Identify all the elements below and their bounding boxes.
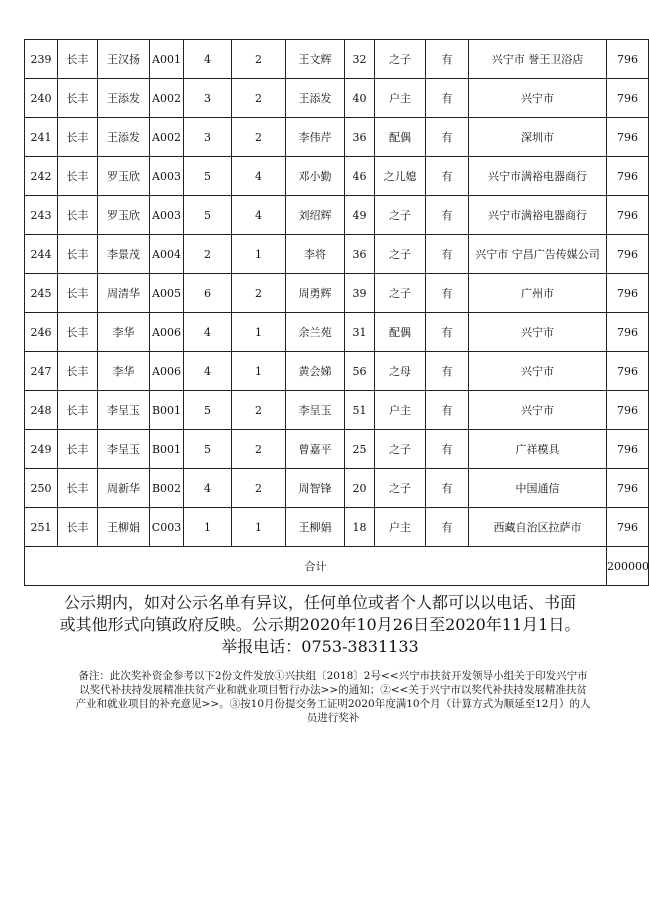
cell-code: A003 — [150, 196, 184, 235]
cell-amount: 796 — [607, 40, 649, 79]
cell-labor-count: 2 — [232, 118, 286, 157]
cell-town: 长丰 — [58, 235, 98, 274]
cell-work-unit: 广州市 — [469, 274, 607, 313]
cell-town: 长丰 — [58, 469, 98, 508]
cell-work-unit: 兴宁市 — [469, 391, 607, 430]
table-row — [25, 391, 649, 430]
cell-worker: 李伟芹 — [286, 118, 345, 157]
cell-certificate: 有 — [426, 313, 469, 352]
cell-code: B001 — [150, 430, 184, 469]
cell-code: C003 — [150, 508, 184, 547]
cell-household-size: 5 — [184, 391, 232, 430]
cell-certificate: 有 — [426, 118, 469, 157]
cell-relation: 户主 — [375, 508, 426, 547]
cell-certificate: 有 — [426, 40, 469, 79]
cell-worker: 李将 — [286, 235, 345, 274]
cell-applicant: 李呈玉 — [98, 430, 150, 469]
cell-relation: 之子 — [375, 196, 426, 235]
cell-relation: 户主 — [375, 391, 426, 430]
cell-certificate: 有 — [426, 391, 469, 430]
cell-household-size: 5 — [184, 157, 232, 196]
cell-household-size: 4 — [184, 313, 232, 352]
cell-certificate: 有 — [426, 196, 469, 235]
cell-labor-count: 2 — [232, 469, 286, 508]
cell-relation: 配偶 — [375, 313, 426, 352]
table-row — [25, 235, 649, 274]
cell-age: 56 — [345, 352, 375, 391]
cell-code: A006 — [150, 313, 184, 352]
table-row — [25, 508, 649, 547]
cell-amount: 796 — [607, 352, 649, 391]
cell-no: 249 — [25, 430, 58, 469]
cell-worker: 黄会娣 — [286, 352, 345, 391]
cell-no: 248 — [25, 391, 58, 430]
cell-no: 247 — [25, 352, 58, 391]
cell-worker: 周智锋 — [286, 469, 345, 508]
cell-labor-count: 4 — [232, 157, 286, 196]
cell-code: A006 — [150, 352, 184, 391]
cell-certificate: 有 — [426, 235, 469, 274]
cell-no: 242 — [25, 157, 58, 196]
cell-age: 18 — [345, 508, 375, 547]
cell-work-unit: 兴宁市 — [469, 352, 607, 391]
cell-amount: 796 — [607, 313, 649, 352]
cell-labor-count: 2 — [232, 79, 286, 118]
cell-town: 长丰 — [58, 118, 98, 157]
cell-certificate: 有 — [426, 352, 469, 391]
cell-applicant: 李华 — [98, 313, 150, 352]
cell-town: 长丰 — [58, 196, 98, 235]
cell-amount: 796 — [607, 235, 649, 274]
cell-amount: 796 — [607, 508, 649, 547]
cell-applicant: 李呈玉 — [98, 391, 150, 430]
cell-household-size: 2 — [184, 235, 232, 274]
remarks-line: 备注：此次奖补资金参考以下2份文件发放①兴扶组〔2018〕2号<<兴宁市扶贫开发领导小组关于印发兴宁市 — [78, 670, 588, 682]
cell-code: B002 — [150, 469, 184, 508]
cell-relation: 户主 — [375, 79, 426, 118]
cell-town: 长丰 — [58, 508, 98, 547]
cell-household-size: 4 — [184, 40, 232, 79]
total-amount: 200000 — [607, 547, 649, 586]
public-notice — [22, 592, 618, 658]
cell-worker: 李呈玉 — [286, 391, 345, 430]
cell-town: 长丰 — [58, 352, 98, 391]
cell-town: 长丰 — [58, 40, 98, 79]
cell-certificate: 有 — [426, 79, 469, 118]
cell-worker: 周勇辉 — [286, 274, 345, 313]
cell-applicant: 王添发 — [98, 79, 150, 118]
cell-code: A005 — [150, 274, 184, 313]
cell-code: B001 — [150, 391, 184, 430]
table-row — [25, 313, 649, 352]
cell-worker: 王柳娟 — [286, 508, 345, 547]
cell-labor-count: 4 — [232, 196, 286, 235]
cell-certificate: 有 — [426, 274, 469, 313]
cell-labor-count: 1 — [232, 313, 286, 352]
cell-relation: 之子 — [375, 40, 426, 79]
cell-work-unit: 兴宁市满裕电器商行 — [469, 196, 607, 235]
cell-applicant: 周清华 — [98, 274, 150, 313]
cell-code: A004 — [150, 235, 184, 274]
table-row — [25, 274, 649, 313]
cell-no: 251 — [25, 508, 58, 547]
notice-line: 或其他形式向镇政府反映。公示期2020年10月26日至2020年11月1日。 — [59, 615, 581, 634]
remarks — [56, 669, 610, 725]
cell-applicant: 王汉扬 — [98, 40, 150, 79]
cell-household-size: 6 — [184, 274, 232, 313]
cell-household-size: 1 — [184, 508, 232, 547]
cell-certificate: 有 — [426, 508, 469, 547]
notice-line: 公示期内，如对公示名单有异议，任何单位或者个人都可以以电话、书面 — [63, 593, 576, 612]
cell-work-unit: 兴宁市 — [469, 313, 607, 352]
cell-applicant: 王柳娟 — [98, 508, 150, 547]
cell-town: 长丰 — [58, 79, 98, 118]
cell-labor-count: 1 — [232, 235, 286, 274]
cell-town: 长丰 — [58, 157, 98, 196]
cell-certificate: 有 — [426, 157, 469, 196]
cell-age: 32 — [345, 40, 375, 79]
table-row — [25, 430, 649, 469]
cell-certificate: 有 — [426, 430, 469, 469]
cell-applicant: 罗玉欣 — [98, 157, 150, 196]
cell-worker: 邓小勤 — [286, 157, 345, 196]
cell-worker: 王添发 — [286, 79, 345, 118]
cell-age: 31 — [345, 313, 375, 352]
cell-work-unit: 深圳市 — [469, 118, 607, 157]
cell-applicant: 周新华 — [98, 469, 150, 508]
cell-relation: 之子 — [375, 274, 426, 313]
cell-amount: 796 — [607, 274, 649, 313]
cell-code: A001 — [150, 40, 184, 79]
total-row — [25, 547, 649, 586]
remarks-line: 产业和就业项目的补充意见>>。③按10月份提交务工证明2020年度满10个月（计算方式为顺延至12月）的人 — [75, 698, 591, 710]
cell-no: 244 — [25, 235, 58, 274]
cell-age: 51 — [345, 391, 375, 430]
remarks-line: 员进行奖补 — [306, 712, 360, 724]
table-row — [25, 352, 649, 391]
cell-relation: 之儿媳 — [375, 157, 426, 196]
cell-relation: 之子 — [375, 235, 426, 274]
cell-relation: 之子 — [375, 430, 426, 469]
cell-age: 25 — [345, 430, 375, 469]
cell-no: 240 — [25, 79, 58, 118]
cell-age: 36 — [345, 118, 375, 157]
table-row — [25, 40, 649, 79]
cell-amount: 796 — [607, 196, 649, 235]
cell-applicant: 李景茂 — [98, 235, 150, 274]
cell-work-unit: 兴宁市 誉王卫浴店 — [469, 40, 607, 79]
cell-worker: 刘绍辉 — [286, 196, 345, 235]
cell-age: 36 — [345, 235, 375, 274]
cell-household-size: 3 — [184, 118, 232, 157]
cell-household-size: 4 — [184, 469, 232, 508]
cell-no: 245 — [25, 274, 58, 313]
cell-no: 241 — [25, 118, 58, 157]
cell-age: 40 — [345, 79, 375, 118]
cell-no: 239 — [25, 40, 58, 79]
cell-relation: 之子 — [375, 469, 426, 508]
cell-household-size: 5 — [184, 430, 232, 469]
cell-work-unit: 兴宁市 宁昌广告传媒公司 — [469, 235, 607, 274]
cell-labor-count: 2 — [232, 274, 286, 313]
table-row — [25, 469, 649, 508]
cell-town: 长丰 — [58, 274, 98, 313]
cell-no: 246 — [25, 313, 58, 352]
cell-code: A002 — [150, 118, 184, 157]
cell-relation: 之母 — [375, 352, 426, 391]
cell-age: 39 — [345, 274, 375, 313]
cell-labor-count: 2 — [232, 391, 286, 430]
table-row — [25, 79, 649, 118]
cell-relation: 配偶 — [375, 118, 426, 157]
cell-amount: 796 — [607, 391, 649, 430]
cell-code: A002 — [150, 79, 184, 118]
cell-labor-count: 2 — [232, 430, 286, 469]
cell-no: 243 — [25, 196, 58, 235]
cell-household-size: 3 — [184, 79, 232, 118]
cell-work-unit: 广祥模具 — [469, 430, 607, 469]
table-row — [25, 118, 649, 157]
cell-worker: 余兰苑 — [286, 313, 345, 352]
cell-labor-count: 1 — [232, 352, 286, 391]
table-row — [25, 157, 649, 196]
total-label: 合计 — [25, 547, 607, 586]
cell-no: 250 — [25, 469, 58, 508]
cell-applicant: 罗玉欣 — [98, 196, 150, 235]
cell-age: 46 — [345, 157, 375, 196]
beneficiary-table — [24, 39, 649, 586]
cell-amount: 796 — [607, 79, 649, 118]
table-row — [25, 196, 649, 235]
table-body — [25, 40, 649, 547]
cell-worker: 王文辉 — [286, 40, 345, 79]
cell-work-unit: 中国通信 — [469, 469, 607, 508]
cell-worker: 曾嘉平 — [286, 430, 345, 469]
cell-work-unit: 兴宁市满裕电器商行 — [469, 157, 607, 196]
cell-amount: 796 — [607, 118, 649, 157]
cell-age: 20 — [345, 469, 375, 508]
notice-phone: 举报电话：0753-3831133 — [221, 637, 419, 656]
cell-amount: 796 — [607, 469, 649, 508]
remarks-line: 以奖代补扶持发展精准扶贫产业和就业项目暂行办法>>的通知；②<<关于兴宁市以奖代补扶持发展精准扶贫 — [79, 684, 587, 696]
cell-applicant: 王添发 — [98, 118, 150, 157]
cell-work-unit: 兴宁市 — [469, 79, 607, 118]
cell-household-size: 4 — [184, 352, 232, 391]
cell-town: 长丰 — [58, 391, 98, 430]
cell-certificate: 有 — [426, 469, 469, 508]
cell-town: 长丰 — [58, 313, 98, 352]
cell-amount: 796 — [607, 157, 649, 196]
cell-applicant: 李华 — [98, 352, 150, 391]
cell-code: A003 — [150, 157, 184, 196]
cell-amount: 796 — [607, 430, 649, 469]
cell-age: 49 — [345, 196, 375, 235]
cell-labor-count: 2 — [232, 40, 286, 79]
cell-labor-count: 1 — [232, 508, 286, 547]
cell-household-size: 5 — [184, 196, 232, 235]
cell-town: 长丰 — [58, 430, 98, 469]
cell-work-unit: 西藏自治区拉萨市 — [469, 508, 607, 547]
